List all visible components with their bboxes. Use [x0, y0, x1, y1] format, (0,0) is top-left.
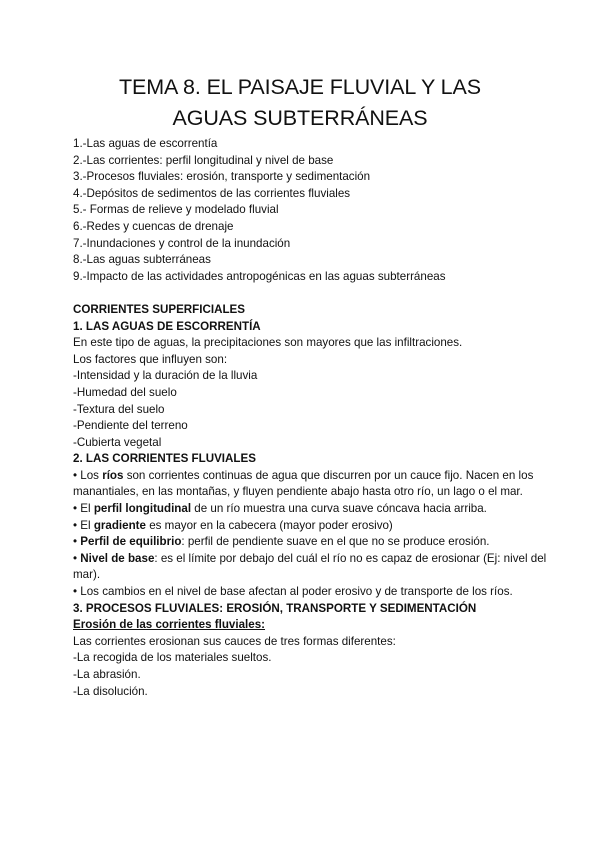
bullet-cambios: • Los cambios en el nivel de base afectan al poder erosivo y de transporte de los ríos. [73, 585, 513, 599]
bullet-perfil [73, 501, 563, 518]
factor-item: -Intensidad y la duración de la lluvia [73, 369, 258, 383]
factor-item: -Textura del suelo [73, 402, 165, 416]
paragraph: En este tipo de aguas, la precipitaciones son mayores que las infiltraciones. [73, 336, 463, 350]
bullet-text: de un río muestra una curva suave cóncava hacia arriba. [191, 502, 487, 516]
bold-term: ríos [102, 468, 124, 482]
factor-item: -Humedad del suelo [73, 385, 177, 399]
bullet-text: • [73, 535, 81, 549]
toc-item: 3.-Procesos fluviales: erosión, transporte y sedimentación [73, 170, 371, 184]
bold-term: Perfil de equilibrio [80, 535, 182, 549]
paragraph: Las corrientes erosionan sus cauces de tres formas diferentes: [73, 634, 396, 648]
bullet-text: : es el límite por debajo del cuál el río no es capaz de erosionar (Ej: nivel del mar). [73, 551, 547, 582]
toc-item: 1.-Las aguas de escorrentía [73, 137, 218, 150]
toc-item: 5.- Formas de relieve y modelado fluvial [73, 203, 279, 217]
bullet-text: son corrientes continuas de agua que discurren por un cauce fijo. Nacen en los manantiales, en las montañas, y fluyen pendiente abajo hasta otro río, un lago o el mar. [73, 468, 534, 499]
bullet-text: : perfil de pendiente suave en el que no se produce erosión. [181, 535, 490, 549]
factor-item: -Pendiente del terreno [73, 419, 188, 433]
title-line-1: TEMA 8. EL PAISAJE FLUVIAL Y LAS [118, 75, 482, 99]
heading-corrientes: 2. LAS CORRIENTES FLUVIALES [73, 452, 256, 466]
heading-procesos: 3. PROCESOS FLUVIALES: EROSIÓN, TRANSPORTE Y SEDIMENTACIÓN [73, 601, 477, 615]
bullet-equilibrio [73, 534, 563, 551]
toc-item: 6.-Redes y cuencas de drenaje [73, 219, 234, 233]
section-heading: CORRIENTES SUPERFICIALES [73, 302, 245, 316]
spacer [73, 285, 563, 302]
bullet-nivel-base [73, 551, 563, 584]
toc-item: 7.-Inundaciones y control de la inundación [73, 236, 291, 250]
title-line-2: AGUAS SUBTERRÁNEAS [172, 106, 428, 130]
factor-item: -Cubierta vegetal [73, 435, 162, 449]
toc-item: 9.-Impacto de las actividades antropogénicas en las aguas subterráneas [73, 269, 446, 283]
bullet-text: • El [73, 518, 94, 532]
bullet-text: es mayor en la cabecera (mayor poder erosivo) [146, 518, 393, 532]
bold-term: perfil longitudinal [93, 502, 192, 516]
bold-term: gradiente [93, 518, 146, 532]
erosion-form-item: -La disolución. [73, 684, 148, 698]
toc-item: 2.-Las corrientes: perfil longitudinal y nivel de base [73, 153, 334, 167]
bullet-text: • El [73, 502, 94, 516]
document-body [73, 136, 563, 700]
bullet-rios [73, 468, 563, 501]
bold-term: Nivel de base [80, 551, 155, 565]
heading-escorrentia: 1. LAS AGUAS DE ESCORRENTÍA [73, 319, 261, 333]
subheading-erosion: Erosión de las corrientes fluviales: [73, 618, 266, 632]
bullet-gradiente [73, 518, 563, 535]
bullet-text: • [73, 551, 81, 565]
page-title [60, 72, 540, 134]
bullet-text: • Los [73, 468, 103, 482]
erosion-form-item: -La recogida de los materiales sueltos. [73, 651, 272, 665]
toc-item: 8.-Las aguas subterráneas [73, 253, 211, 267]
toc-item: 4.-Depósitos de sedimentos de las corrientes fluviales [73, 186, 351, 200]
paragraph: Los factores que influyen son: [73, 352, 228, 366]
erosion-form-item: -La abrasión. [73, 668, 141, 681]
table-of-contents [73, 136, 563, 285]
